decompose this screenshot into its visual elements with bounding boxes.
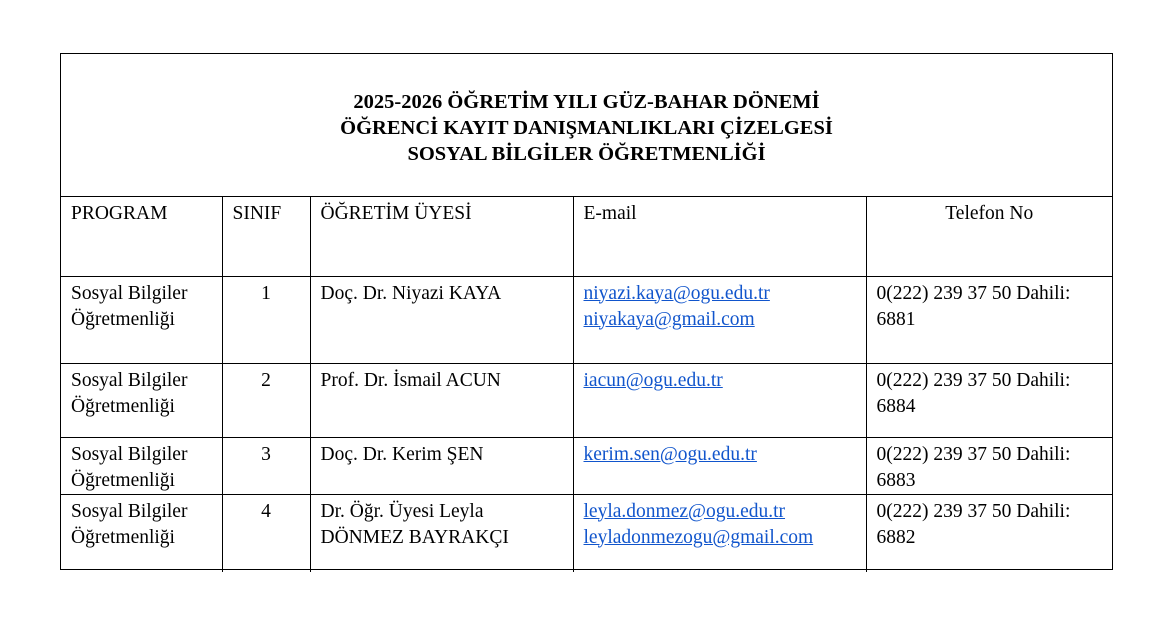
email-link[interactable]: niyakaya@gmail.com (583, 308, 755, 330)
ogretim-uyesi-line: Prof. Dr. İsmail ACUN (320, 369, 501, 391)
table-row (61, 494, 1112, 572)
ogretim-uyesi-cell (310, 276, 573, 363)
program-line: Sosyal Bilgiler (71, 369, 188, 391)
document-table-frame (60, 53, 1113, 570)
email-cell (573, 276, 866, 363)
phone-line: 0(222) 239 37 50 Dahili: (876, 282, 1071, 304)
phone-extension: 6883 (876, 469, 916, 491)
program-line: Sosyal Bilgiler (71, 443, 188, 465)
phone-line: 0(222) 239 37 50 Dahili: (876, 369, 1071, 391)
email-link[interactable]: iacun@ogu.edu.tr (583, 369, 723, 391)
phone-extension: 6881 (876, 308, 916, 330)
title-line-2: ÖĞRENCİ KAYIT DANIŞMANLIKLARI ÇİZELGESİ (340, 117, 833, 139)
table-header-row (61, 197, 1112, 276)
sinif-cell: 2 (222, 363, 310, 437)
ogretim-uyesi-line: DÖNMEZ BAYRAKÇI (320, 526, 509, 548)
ogretim-uyesi-line: Doç. Dr. Niyazi KAYA (320, 282, 502, 304)
email-link[interactable]: leyladonmezogu@gmail.com (583, 526, 814, 548)
email-link[interactable]: leyla.donmez@ogu.edu.tr (583, 500, 786, 522)
table-row (61, 363, 1112, 437)
header-sinif: SINIF (222, 197, 310, 276)
header-telefon: Telefon No (866, 197, 1112, 276)
header-email: E-mail (573, 197, 866, 276)
advisor-table (61, 197, 1112, 572)
title-line-3: SOSYAL BİLGİLER ÖĞRETMENLİĞİ (407, 143, 766, 165)
program-line: Sosyal Bilgiler (71, 282, 188, 304)
program-line: Öğretmenliği (71, 469, 175, 491)
ogretim-uyesi-line: Dr. Öğr. Üyesi Leyla (320, 500, 484, 522)
table-row (61, 437, 1112, 494)
ogretim-uyesi-cell (310, 437, 573, 494)
email-cell (573, 363, 866, 437)
sinif-cell: 3 (222, 437, 310, 494)
sinif-cell: 4 (222, 494, 310, 572)
program-cell (61, 276, 222, 363)
email-cell (573, 494, 866, 572)
program-line: Öğretmenliği (71, 395, 175, 417)
program-cell (61, 494, 222, 572)
program-cell (61, 437, 222, 494)
title-line-1: 2025-2026 ÖĞRETİM YILI GÜZ-BAHAR DÖNEMİ (353, 91, 820, 113)
phone-cell (866, 363, 1112, 437)
phone-extension: 6884 (876, 395, 916, 417)
phone-line: 0(222) 239 37 50 Dahili: (876, 443, 1071, 465)
ogretim-uyesi-line: Doç. Dr. Kerim ŞEN (320, 443, 484, 465)
header-program: PROGRAM (61, 197, 222, 276)
email-link[interactable]: niyazi.kaya@ogu.edu.tr (583, 282, 770, 304)
phone-cell (866, 437, 1112, 494)
email-link[interactable]: kerim.sen@ogu.edu.tr (583, 443, 757, 465)
phone-cell (866, 494, 1112, 572)
phone-cell (866, 276, 1112, 363)
program-line: Sosyal Bilgiler (71, 500, 188, 522)
program-cell (61, 363, 222, 437)
phone-extension: 6882 (876, 526, 916, 548)
email-cell (573, 437, 866, 494)
table-row (61, 276, 1112, 363)
phone-line: 0(222) 239 37 50 Dahili: (876, 500, 1071, 522)
header-ogretim-uyesi: ÖĞRETİM ÜYESİ (310, 197, 573, 276)
program-line: Öğretmenliği (71, 308, 175, 330)
ogretim-uyesi-cell (310, 363, 573, 437)
title-block (61, 54, 1112, 197)
program-line: Öğretmenliği (71, 526, 175, 548)
ogretim-uyesi-cell (310, 494, 573, 572)
sinif-cell: 1 (222, 276, 310, 363)
